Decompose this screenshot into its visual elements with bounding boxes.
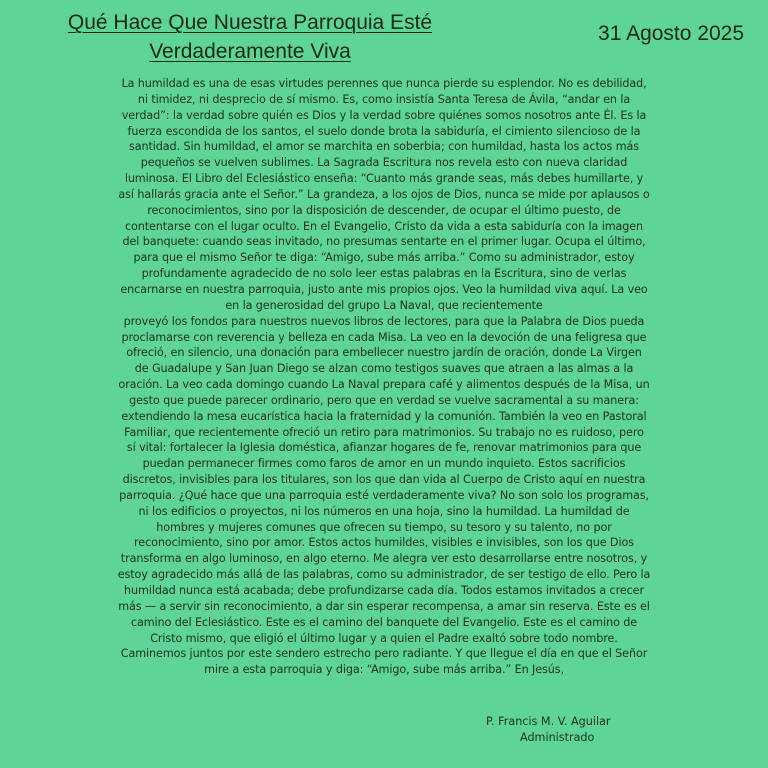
body-line: encarnarse en nuestra parroquia, justo ante mis propios ojos. Veo la humildad viva aquí. La veo (120, 282, 648, 296)
body-line: estoy agradecido más allá de las palabras, como su administrador, de ser testigo de ello. Pero la (117, 568, 651, 582)
body-line: reconocimientos, sino por la disposición de descender, de ocupar el último puesto, de (147, 203, 621, 217)
body-line: Familiar, que recientemente ofreció un retiro para matrimonios. Su trabajo no es ruidoso, pero (124, 425, 644, 439)
body-line: Cristo mismo, que eligió el último lugar y a quien el Padre exaltó sobre todo nombre. (150, 631, 618, 645)
signature-role: Administrado (520, 731, 595, 744)
body-line: en la generosidad del grupo La Naval, que recientemente (225, 298, 543, 312)
body-line: extendiendo la mesa eucarística hacia la fraternidad y la comunión. También la veo en Pastoral (121, 409, 647, 423)
signature-name: P. Francis M. V. Aguilar (486, 715, 611, 728)
body-line: ni los edificios o proyectos, ni los números en una hoja, sino la humildad. La humildad de (138, 504, 630, 518)
body-line: más — a servir sin reconocimiento, a dar sin esperar recompensa, a amar sin reserva. Este es el (118, 599, 650, 613)
body-line: así hallarás gracia ante el Señor.” La grandeza, a los ojos de Dios, nunca se mide por aplausos o (118, 187, 650, 201)
body-line: verdad”: la verdad sobre quién es Dios y la verdad sobre quiénes somos nosotros ante Él. Es la (121, 108, 647, 122)
body-line: luminosa. El Libro del Eclesiástico enseña: “Cuanto más grande seas, más debes humillarte, y (124, 172, 644, 186)
body-line: de Guadalupe y San Juan Diego se alzan como testigos suaves que atraen a las almas a la (134, 362, 634, 376)
body-line: mire a esta parroquia y diga: “Amigo, sube más arriba.” En Jesús, (204, 663, 564, 677)
body-line: La humildad es una de esas virtudes perennes que nunca pierde su esplendor. No es debilidad, (121, 77, 647, 90)
body-line: proclamarse con reverencia y belleza en cada Misa. La veo en la devoción de una feligresa que (121, 330, 647, 344)
body-line: sí vital: fortalecer la Iglesia doméstica, afianzar hogares de fe, renovar matrimonios para que (126, 441, 642, 455)
body-line: del banquete: cuando seas invitado, no presumas sentarte en el primer lugar. Ocupa el último, (122, 235, 646, 249)
body-line: santidad. Sin humildad, el amor se marchita en soberbia; con humildad, hasta los actos más (129, 140, 639, 154)
page-title (40, 8, 460, 66)
body-line: puedan permanecer firmes como faros de amor en un mundo inquieto. Estos sacrificios (142, 457, 626, 471)
body-line: ni timidez, ni desprecio de sí mismo. Es, como insistía Santa Teresa de Ávila, “andar en la (137, 92, 631, 106)
body-line: parroquia. ¿Qué hace que una parroquia esté verdaderamente viva? No son solo los programas, (119, 488, 649, 502)
article-body (100, 76, 668, 694)
title-line-2: Verdaderamente Viva (149, 40, 351, 63)
body-line: fuerza escondida de los santos, el suelo donde brota la sabiduría, el cimiento silencioso de la (127, 124, 641, 138)
body-line: para que el mismo Señor te diga: “Amigo, sube más arriba.” Como su administrador, estoy (133, 251, 635, 265)
body-line: contentarse con el lugar oculto. En el Evangelio, Cristo da vida a esta sabiduría con la imagen (124, 219, 644, 233)
body-line: gesto que puede parecer ordinario, pero que en verdad se vuelve sacramental a su manera: (129, 393, 639, 407)
body-line: proveyó los fondos para nuestros nuevos libros de lectores, para que la Palabra de Dios pueda (123, 314, 645, 328)
title-line-1: Qué Hace Que Nuestra Parroquia Esté (67, 11, 433, 34)
signature-block (486, 714, 611, 746)
bulletin-date: 31 Agosto 2025 (598, 22, 744, 45)
body-line: pequeños se vuelven sublimes. La Sagrada Escritura nos revela esto con nueva claridad (140, 156, 628, 170)
body-line: profundamente agradecido de no solo leer estas palabras en la Escritura, sino de verlas (141, 267, 627, 281)
body-line: humildad nunca está acabada; debe profundizarse cada día. Todos estamos invitados a crecer (124, 584, 644, 597)
body-line: discretos, invisibles para los titulares, son los que dan vida al Cuerpo de Cristo aquí en nuestra (122, 473, 646, 487)
body-line: hombres y mujeres comunes que ofrecen su tiempo, su tesoro y su talento, no por (156, 520, 612, 534)
body-line: camino del Eclesiástico. Este es el camino del banquete del Evangelio. Este es el camino de (130, 615, 638, 629)
body-line: ofreció, en silencio, una donación para embellecer nuestro jardín de oración, donde La Virgen (126, 346, 642, 360)
body-line: transforma en algo luminoso, en algo eterno. Me alegra ver esto desarrollarse entre nosotros, y (120, 552, 648, 566)
body-line: oración. La veo cada domingo cuando La Naval prepara café y alimentos después de la Misa, un (118, 378, 650, 392)
body-line: reconocimiento, sino por amor. Estos actos humildes, visibles e invisibles, son los que Dios (134, 536, 634, 550)
body-line: Caminemos juntos por este sendero estrecho pero radiante. Y que llegue el día en que el Señor (120, 647, 648, 661)
